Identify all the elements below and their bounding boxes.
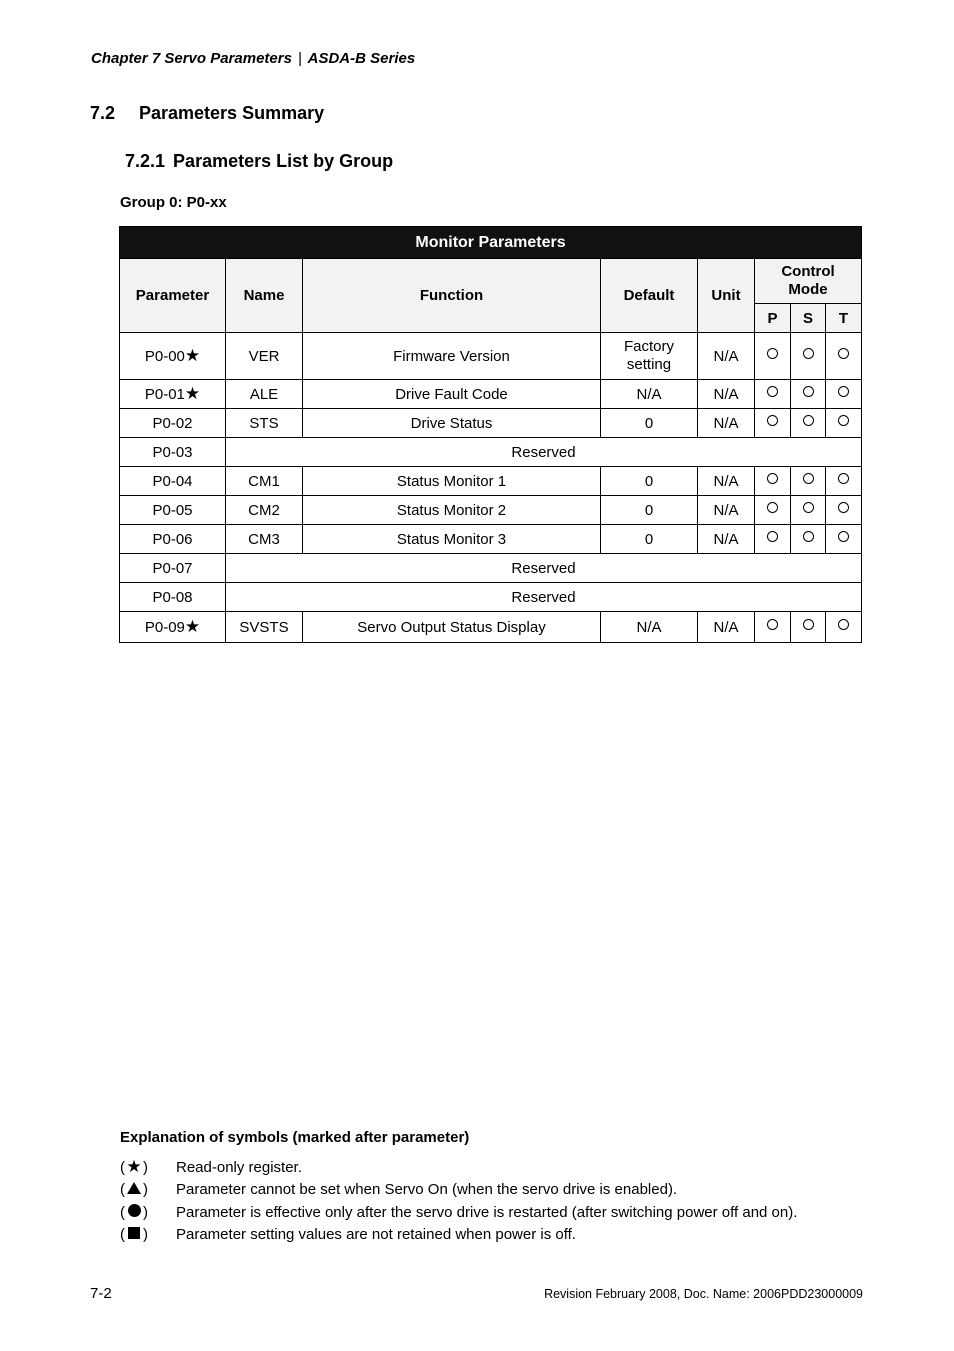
symbol-description: Parameter setting values are not retained when power is off. bbox=[176, 1226, 576, 1244]
filled-circle-icon bbox=[128, 1204, 141, 1217]
table-row bbox=[120, 467, 862, 496]
name-cell: CM1 bbox=[226, 467, 303, 496]
col-header-unit: Unit bbox=[698, 259, 755, 333]
mode-t-cell bbox=[826, 409, 862, 438]
default-cell: 0 bbox=[601, 409, 698, 438]
mode-p-cell bbox=[755, 467, 791, 496]
symbols-explanation-title: Explanation of symbols (marked after parameter) bbox=[120, 1129, 470, 1146]
open-circle-icon bbox=[767, 473, 778, 484]
mode-s-cell bbox=[791, 525, 826, 554]
open-circle-icon bbox=[803, 502, 814, 513]
col-header-name: Name bbox=[226, 259, 303, 333]
filled-square-icon bbox=[128, 1227, 140, 1239]
name-cell: STS bbox=[226, 409, 303, 438]
mode-t-cell bbox=[826, 496, 862, 525]
open-circle-icon bbox=[838, 348, 849, 359]
symbol-description: Read-only register. bbox=[176, 1158, 302, 1176]
list-item: ( ) Parameter cannot be set when Servo On (when the servo drive is enabled). bbox=[120, 1181, 678, 1199]
open-circle-icon bbox=[803, 386, 814, 397]
mode-s-cell bbox=[791, 612, 826, 643]
parameters-table bbox=[119, 226, 862, 643]
unit-cell: N/A bbox=[698, 612, 755, 643]
default-cell: N/A bbox=[601, 380, 698, 409]
subsection-heading bbox=[125, 151, 393, 172]
param-cell: P0-09★ bbox=[120, 612, 226, 643]
mode-s-cell bbox=[791, 380, 826, 409]
name-cell: CM2 bbox=[226, 496, 303, 525]
star-icon: ★ bbox=[126, 1157, 142, 1177]
reserved-cell: Reserved bbox=[226, 554, 862, 583]
param-cell: P0-01★ bbox=[120, 380, 226, 409]
function-cell: Status Monitor 3 bbox=[303, 525, 601, 554]
param-cell: P0-08 bbox=[120, 583, 226, 612]
open-circle-icon bbox=[803, 531, 814, 542]
symbol-description: Parameter cannot be set when Servo On (when the servo drive is enabled). bbox=[176, 1181, 678, 1199]
table-row bbox=[120, 554, 862, 583]
function-cell: Drive Fault Code bbox=[303, 380, 601, 409]
param-cell: P0-02 bbox=[120, 409, 226, 438]
mode-p-cell bbox=[755, 612, 791, 643]
function-cell: Servo Output Status Display bbox=[303, 612, 601, 643]
name-cell: VER bbox=[226, 333, 303, 380]
reserved-cell: Reserved bbox=[226, 438, 862, 467]
header-separator: | bbox=[298, 50, 303, 67]
header-series: ASDA-B Series bbox=[307, 50, 416, 67]
table-row bbox=[120, 525, 862, 554]
table-row bbox=[120, 583, 862, 612]
function-cell: Firmware Version bbox=[303, 333, 601, 380]
open-circle-icon bbox=[767, 619, 778, 630]
open-circle-icon bbox=[767, 348, 778, 359]
mode-p-cell bbox=[755, 380, 791, 409]
col-header-control-mode: Control Mode bbox=[755, 259, 862, 304]
mode-p-cell bbox=[755, 496, 791, 525]
subsection-title: Parameters List by Group bbox=[173, 151, 394, 171]
col-header-s: S bbox=[791, 304, 826, 333]
page-number: 7-2 bbox=[90, 1285, 112, 1302]
subsection-number: 7.2.1 bbox=[125, 151, 166, 171]
default-cell: 0 bbox=[601, 525, 698, 554]
table-title: Monitor Parameters bbox=[120, 227, 862, 259]
mode-t-cell bbox=[826, 467, 862, 496]
param-cell: P0-05 bbox=[120, 496, 226, 525]
open-circle-icon bbox=[767, 531, 778, 542]
param-cell: P0-07 bbox=[120, 554, 226, 583]
unit-cell: N/A bbox=[698, 409, 755, 438]
default-cell: 0 bbox=[601, 467, 698, 496]
open-circle-icon bbox=[838, 619, 849, 630]
revision-info: Revision February 2008, Doc. Name: 2006PDD23000009 bbox=[544, 1287, 863, 1301]
mode-s-cell bbox=[791, 409, 826, 438]
table-row bbox=[120, 409, 862, 438]
function-cell: Drive Status bbox=[303, 409, 601, 438]
default-cell: N/A bbox=[601, 612, 698, 643]
triangle-icon bbox=[127, 1182, 141, 1194]
symbol-description: Parameter is effective only after the servo drive is restarted (after switching power off and on). bbox=[176, 1203, 798, 1221]
table-row bbox=[120, 612, 862, 643]
col-header-function: Function bbox=[303, 259, 601, 333]
open-circle-icon bbox=[767, 386, 778, 397]
mode-t-cell bbox=[826, 612, 862, 643]
param-cell: P0-04 bbox=[120, 467, 226, 496]
open-circle-icon bbox=[838, 386, 849, 397]
function-cell: Status Monitor 2 bbox=[303, 496, 601, 525]
param-cell: P0-03 bbox=[120, 438, 226, 467]
unit-cell: N/A bbox=[698, 380, 755, 409]
unit-cell: N/A bbox=[698, 525, 755, 554]
reserved-cell: Reserved bbox=[226, 583, 862, 612]
mode-t-cell bbox=[826, 525, 862, 554]
col-header-t: T bbox=[826, 304, 862, 333]
default-cell: Factory setting bbox=[601, 333, 698, 380]
mode-s-cell bbox=[791, 496, 826, 525]
open-circle-icon bbox=[838, 502, 849, 513]
open-circle-icon bbox=[803, 348, 814, 359]
table-row bbox=[120, 333, 862, 380]
mode-p-cell bbox=[755, 333, 791, 380]
open-circle-icon bbox=[838, 415, 849, 426]
col-header-parameter: Parameter bbox=[120, 259, 226, 333]
unit-cell: N/A bbox=[698, 467, 755, 496]
symbols-explanation-list bbox=[120, 1156, 797, 1246]
mode-t-cell bbox=[826, 333, 862, 380]
section-heading bbox=[90, 103, 324, 124]
list-item: ( ★ ) Read-only register. bbox=[120, 1157, 302, 1177]
name-cell: SVSTS bbox=[226, 612, 303, 643]
open-circle-icon bbox=[838, 473, 849, 484]
page-header bbox=[91, 50, 415, 67]
mode-t-cell bbox=[826, 380, 862, 409]
open-circle-icon bbox=[803, 415, 814, 426]
open-circle-icon bbox=[767, 502, 778, 513]
col-header-default: Default bbox=[601, 259, 698, 333]
section-number: 7.2 bbox=[90, 103, 116, 123]
open-circle-icon bbox=[838, 531, 849, 542]
mode-p-cell bbox=[755, 525, 791, 554]
unit-cell: N/A bbox=[698, 333, 755, 380]
mode-s-cell bbox=[791, 333, 826, 380]
param-cell: P0-00★ bbox=[120, 333, 226, 380]
header-chapter: Chapter 7 Servo Parameters bbox=[91, 50, 292, 67]
open-circle-icon bbox=[803, 619, 814, 630]
table-row bbox=[120, 438, 862, 467]
function-cell: Status Monitor 1 bbox=[303, 467, 601, 496]
unit-cell: N/A bbox=[698, 496, 755, 525]
open-circle-icon bbox=[767, 415, 778, 426]
name-cell: ALE bbox=[226, 380, 303, 409]
mode-s-cell bbox=[791, 467, 826, 496]
param-cell: P0-06 bbox=[120, 525, 226, 554]
table-row bbox=[120, 380, 862, 409]
col-header-p: P bbox=[755, 304, 791, 333]
open-circle-icon bbox=[803, 473, 814, 484]
name-cell: CM3 bbox=[226, 525, 303, 554]
table-row bbox=[120, 496, 862, 525]
list-item: ( ) Parameter setting values are not retained when power is off. bbox=[120, 1226, 576, 1244]
group-label: Group 0: P0-xx bbox=[120, 194, 227, 211]
list-item: ( ) Parameter is effective only after the servo drive is restarted (after switching power off and on). bbox=[120, 1203, 798, 1221]
mode-p-cell bbox=[755, 409, 791, 438]
section-title: Parameters Summary bbox=[139, 103, 325, 123]
default-cell: 0 bbox=[601, 496, 698, 525]
